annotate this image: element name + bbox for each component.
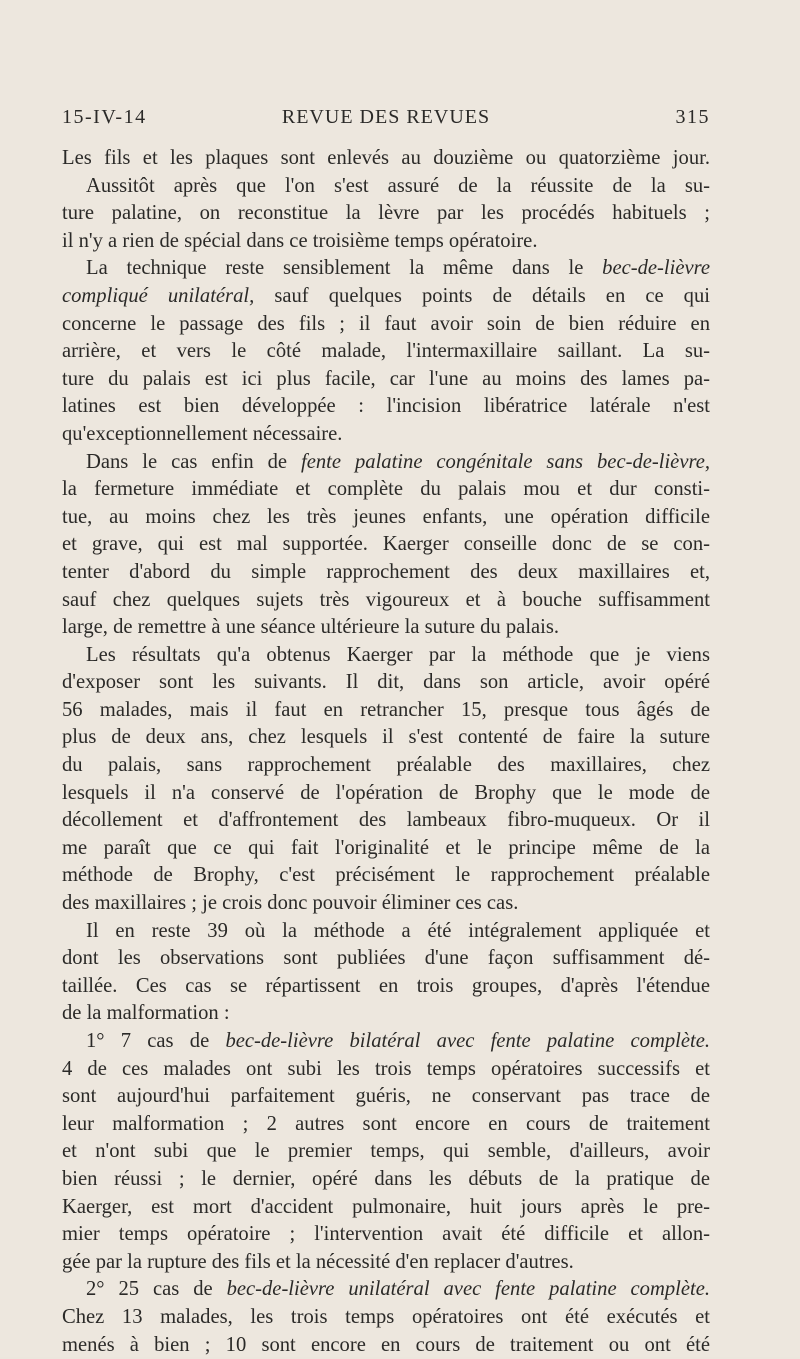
text-line (62, 697, 710, 725)
text-line (62, 1166, 710, 1194)
text-segment: 4 de ces malades ont subi les trois temps opératoires successifs et (62, 1057, 710, 1080)
text-line (62, 614, 710, 642)
text-line (62, 1221, 710, 1249)
text-segment: des maxillaires ; je crois donc pouvoir éliminer ces cas. (62, 892, 519, 915)
text-segment: Les résultats qu'a obtenus Kaerger par la méthode que je viens (86, 643, 710, 666)
text-segment: ture palatine, on reconstitue la lèvre par les procédés habituels ; (62, 202, 710, 225)
text-line (62, 1111, 710, 1139)
text-segment: leur malformation ; 2 autres sont encore en cours de traitement (62, 1112, 710, 1135)
text-line (62, 587, 710, 615)
text-line (62, 1000, 710, 1028)
italic-segment: bec-de-lièvre (602, 257, 710, 280)
text-segment: dont les observations sont publiées d'une façon suffisamment dé- (62, 947, 710, 970)
text-segment: Les fils et les plaques sont enlevés au douzième ou quatorzième jour. (62, 147, 710, 169)
text-line (62, 366, 710, 394)
text-segment: me paraît que ce qui fait l'originalité et le principe même de la (62, 836, 710, 859)
text-line (62, 338, 710, 366)
text-segment: et n'ont subi que le premier temps, qui semble, d'ailleurs, avoir (62, 1140, 710, 1163)
text-line (62, 835, 710, 863)
text-segment: 1° 7 cas de (86, 1030, 226, 1052)
text-segment: bien réussi ; le dernier, opéré dans les débuts de la pratique de (62, 1167, 710, 1190)
text-segment: sont aujourd'hui parfaitement guéris, ne conservant pas trace de (62, 1085, 710, 1108)
text-line (62, 145, 710, 173)
text-line (62, 780, 710, 808)
text-segment: lesquels il n'a conservé de l'opération de Brophy que le mode de (62, 781, 710, 804)
text-line (62, 1276, 710, 1304)
italic-segment: bec-de-lièvre bilatéral avec fente palatine complète. (225, 1030, 711, 1052)
text-line (62, 807, 710, 835)
text-segment: tenter d'abord du simple rapprochement des deux maxillaires et, (62, 560, 710, 583)
text-segment: ture du palais est ici plus facile, car l'une au moins des lames pa- (62, 367, 710, 390)
text-segment: du palais, sans rapprochement préalable des maxillaires, chez (62, 754, 710, 777)
italic-segment: fente palatine congénitale sans bec-de-lièvre, (301, 450, 711, 473)
text-segment: mier temps opératoire ; l'intervention avait été difficile et allon- (62, 1223, 710, 1246)
text-line (62, 918, 710, 946)
text-segment: latines est bien développée : l'incision libératrice latérale n'est (62, 395, 710, 418)
text-line (62, 973, 710, 1001)
text-line (62, 531, 710, 559)
text-segment: décollement et d'affrontement des lambeaux fibro-muqueux. Or il (62, 809, 710, 832)
text-line (62, 255, 710, 283)
page-number: 315 (675, 106, 710, 128)
text-segment: taillée. Ces cas se répartissent en trois groupes, d'après l'étendue (62, 974, 710, 997)
text-line (62, 393, 710, 421)
text-segment: 56 malades, mais il faut en retrancher 15, presque tous âgés de (62, 698, 710, 721)
text-segment: menés à bien ; 10 sont encore en cours de traitement ou ont été (62, 1333, 710, 1356)
text-line (62, 228, 710, 256)
text-line (62, 559, 710, 587)
text-segment: large, de remettre à une séance ultérieure la suture du palais. (62, 616, 560, 639)
text-line (62, 752, 710, 780)
text-segment: qu'exceptionnellement nécessaire. (62, 422, 343, 445)
text-segment: plus de deux ans, chez lesquels il s'est contenté de faire la suture (62, 726, 710, 749)
text-line (62, 1332, 710, 1359)
text-line (62, 945, 710, 973)
text-line (62, 1249, 710, 1277)
text-line (62, 1138, 710, 1166)
text-line (62, 449, 710, 477)
header-date: 15-IV-14 (62, 106, 147, 128)
text-segment: arrière, et vers le côté malade, l'intermaxillaire saillant. La su- (62, 340, 710, 363)
text-segment: concerne le passage des fils ; il faut avoir soin de bien réduire en (62, 312, 710, 335)
text-line (62, 200, 710, 228)
text-segment: de la malformation : (62, 1002, 230, 1025)
text-segment: 2° 25 cas de (86, 1278, 227, 1301)
text-segment: sauf chez quelques sujets très vigoureux et à bouche suffisamment (62, 588, 710, 611)
text-line (62, 1304, 710, 1332)
text-segment: Kaerger, est mort d'accident pulmonaire, huit jours après le pre- (62, 1195, 710, 1218)
text-segment: gée par la rupture des fils et la nécessité d'en replacer d'autres. (62, 1250, 574, 1273)
text-line (62, 173, 710, 201)
text-line (62, 283, 710, 311)
text-line (62, 862, 710, 890)
text-segment: il n'y a rien de spécial dans ce troisième temps opératoire. (62, 229, 538, 252)
text-line (62, 669, 710, 697)
header-title: REVUE DES REVUES (281, 106, 491, 128)
text-segment: Aussitôt après que l'on s'est assuré de la réussite de la su- (86, 174, 710, 197)
text-line (62, 642, 710, 670)
italic-segment: compliqué unilatéral, (62, 284, 255, 307)
text-segment: tue, au moins chez les très jeunes enfants, une opération difficile (62, 505, 710, 528)
italic-segment: bec-de-lièvre unilatéral avec fente palatine complète. (226, 1278, 711, 1301)
text-segment: Chez 13 malades, les trois temps opératoires ont été exécutés et (62, 1305, 710, 1328)
text-line (62, 421, 710, 449)
running-head (62, 106, 710, 140)
text-segment: La technique reste sensiblement la même dans le (86, 257, 603, 280)
text-line (62, 476, 710, 504)
text-line (62, 1056, 710, 1084)
text-segment: et grave, qui est mal supportée. Kaerger conseille donc de se con- (62, 533, 710, 556)
text-segment: Il en reste 39 où la méthode a été intégralement appliquée et (86, 919, 710, 942)
text-line (62, 504, 710, 532)
text-segment: d'exposer sont les suivants. Il dit, dans son article, avoir opéré (62, 671, 710, 694)
text-line (62, 1083, 710, 1111)
text-segment: méthode de Brophy, c'est précisément le rapprochement préalable (62, 864, 710, 887)
text-segment: Dans le cas enfin de (86, 450, 301, 473)
text-line (62, 311, 710, 339)
text-line (62, 724, 710, 752)
text-segment: sauf quelques points de détails en ce qui (254, 284, 710, 307)
text-line (62, 1194, 710, 1222)
text-line (62, 890, 710, 918)
text-line (62, 1028, 710, 1056)
text-segment: la fermeture immédiate et complète du palais mou et dur consti- (62, 478, 710, 501)
body-text (62, 145, 710, 1359)
